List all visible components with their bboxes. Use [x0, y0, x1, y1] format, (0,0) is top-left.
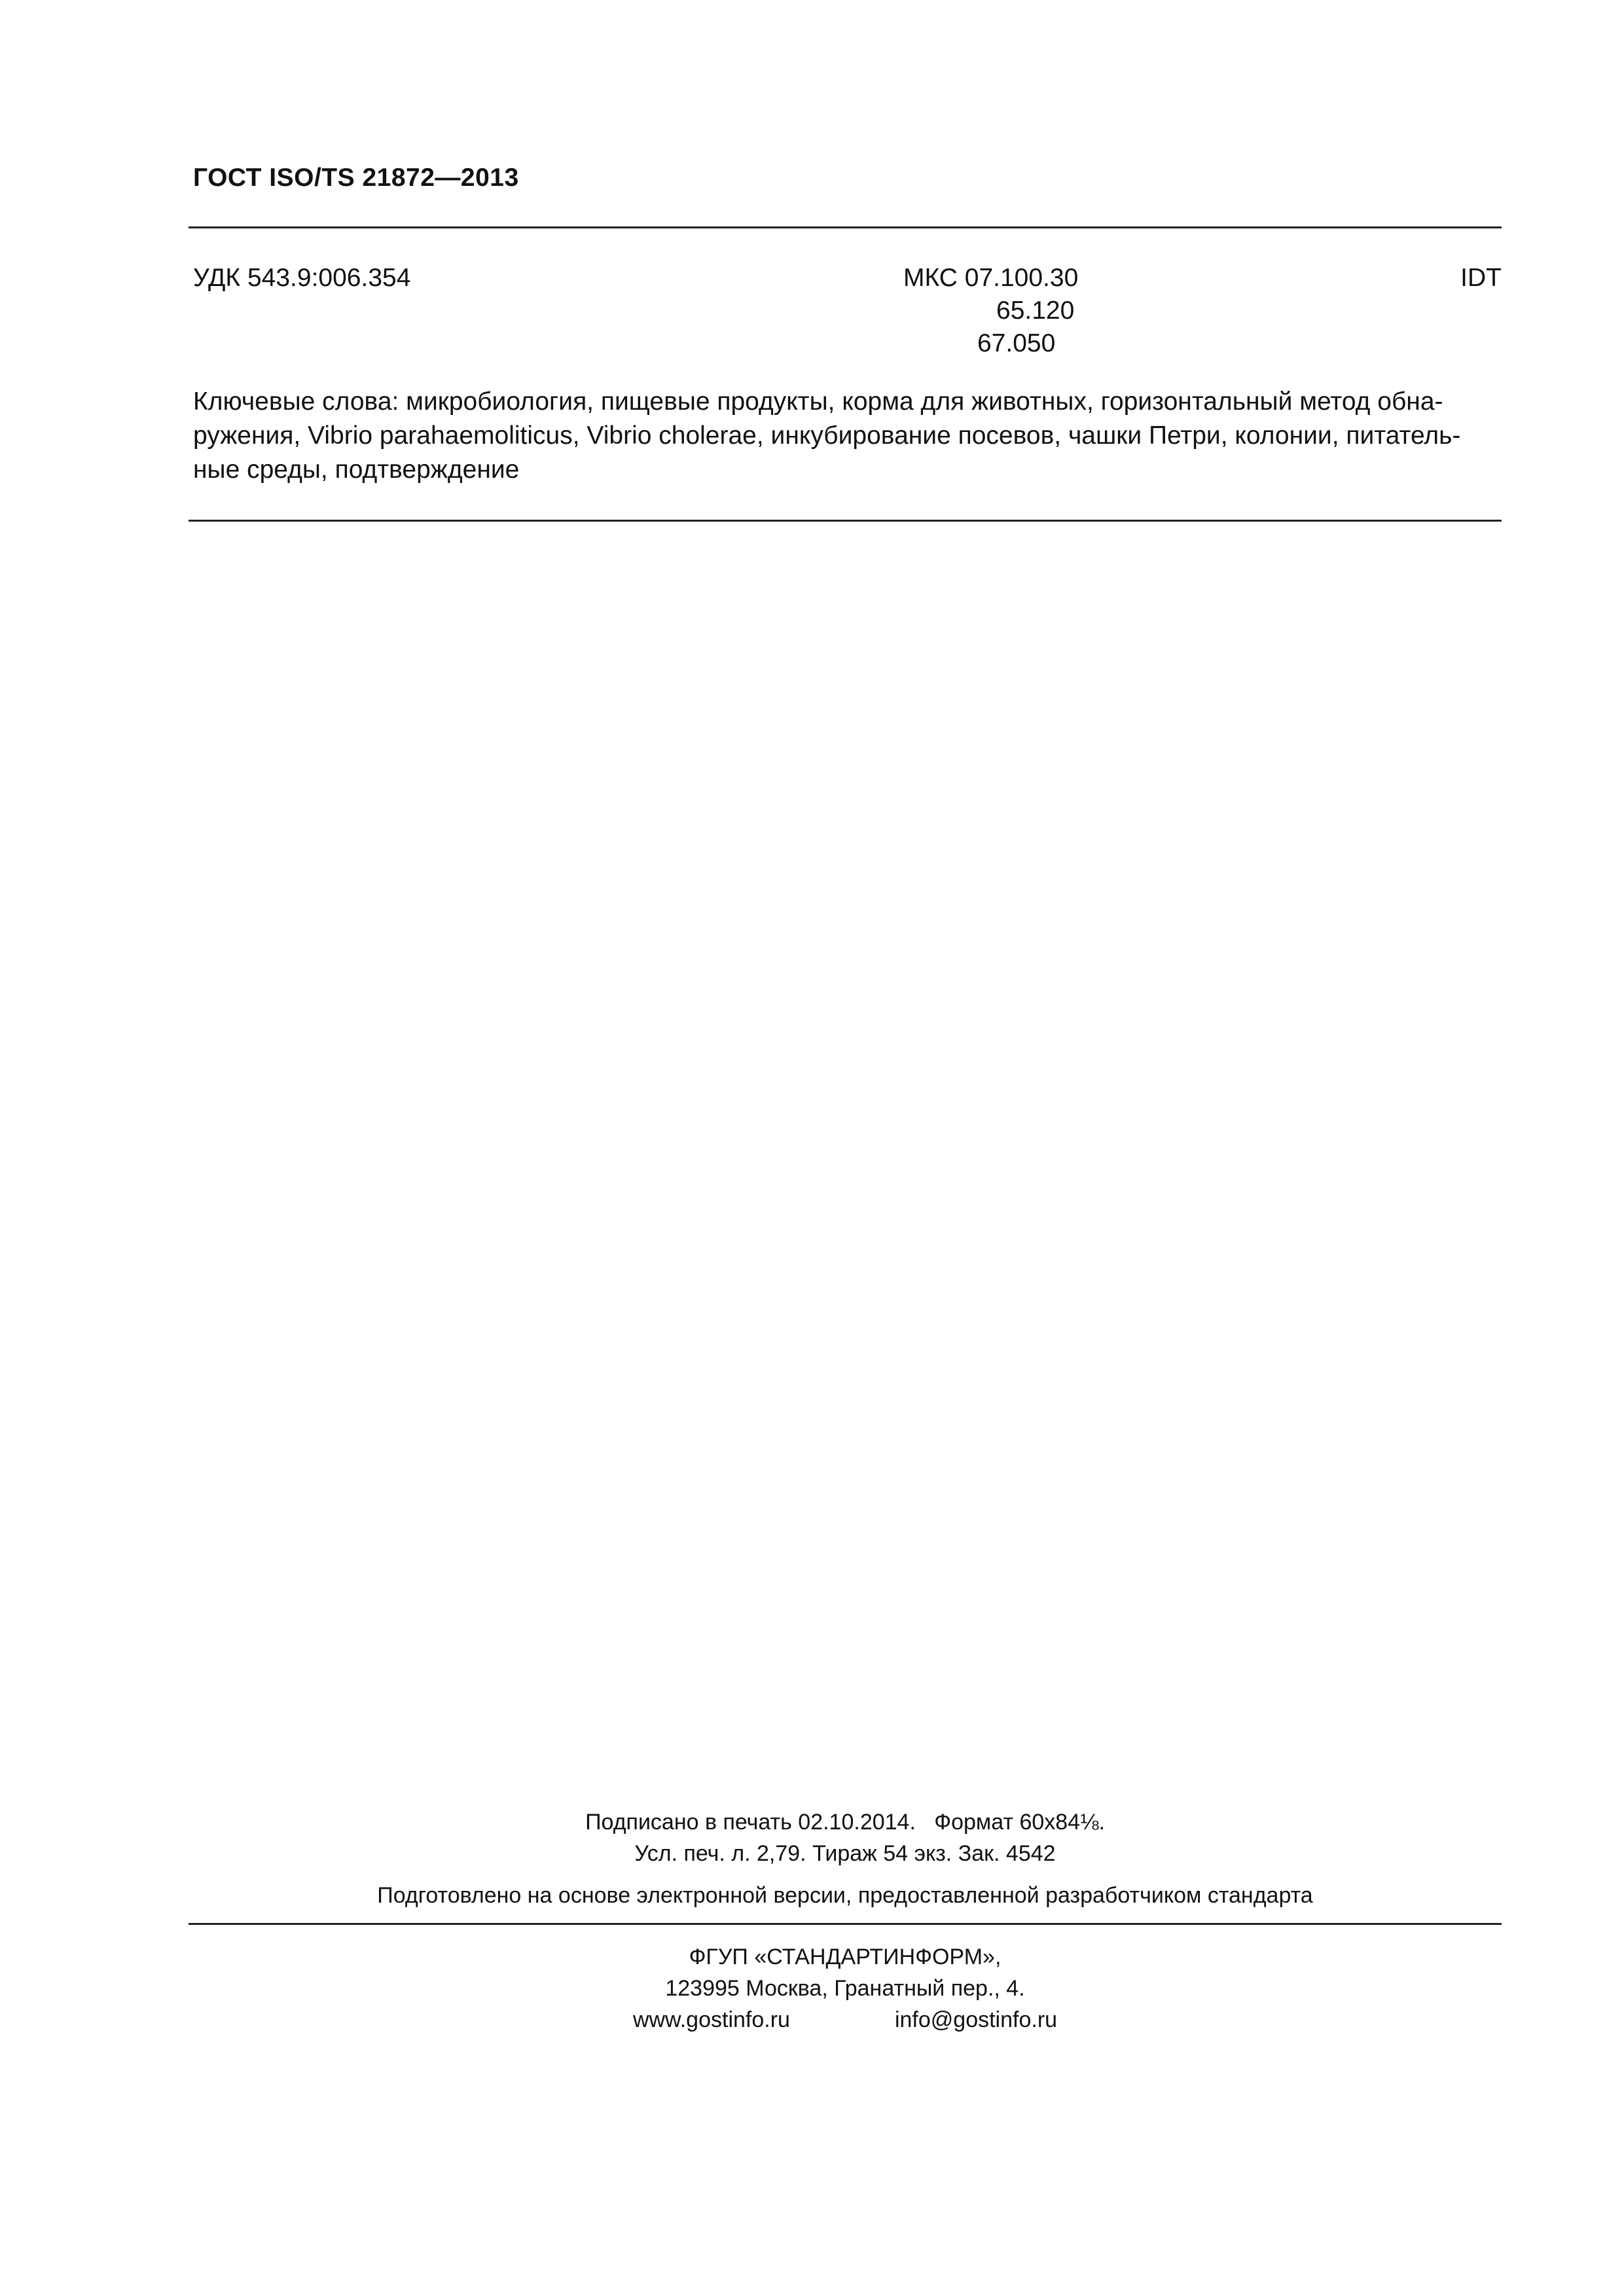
keywords-line: ружения, Vibrio parahaemoliticus, Vibrio cholerae, инкубирование посевов, чашки Петри, колонии, питатель-: [193, 422, 1461, 450]
print-info-line: Усл. печ. л. 2,79. Тираж 54 экз. Зак. 4542: [634, 1841, 1056, 1866]
publisher-info: [189, 1941, 1502, 2036]
mks-code: 65.120: [996, 296, 1075, 325]
document-code: ГОСТ ISO/TS 21872—2013: [193, 164, 519, 192]
print-info-line: Подписано в печать 02.10.2014. Формат 60x84⅛.: [585, 1810, 1105, 1835]
keywords-line: ные среды, подтверждение: [193, 456, 520, 484]
keywords-line: Ключевые слова: микробиология, пищевые продукты, корма для животных, горизонтальный метод обна-: [193, 387, 1443, 416]
prepared-note: Подготовлено на основе электронной версии, предоставленной разработчиком стандарта: [377, 1883, 1313, 1908]
publisher-address: 123995 Москва, Гранатный пер., 4.: [665, 1976, 1025, 2001]
keywords-paragraph: [193, 385, 1500, 487]
publisher-contacts: [189, 2004, 1502, 2036]
mks-code: МКС 07.100.30: [903, 264, 1079, 292]
email-link[interactable]: info@gostinfo.ru: [894, 2007, 1058, 2032]
website-link[interactable]: www.gostinfo.ru: [632, 2007, 790, 2032]
mks-code: 67.050: [977, 329, 1056, 357]
footer-divider: [189, 1923, 1502, 1925]
print-info: [189, 1806, 1502, 1869]
publisher-name: ФГУП «СТАНДАРТИНФОРМ»,: [689, 1945, 1001, 1969]
top-divider: [189, 226, 1502, 228]
idt-label: IDT: [1460, 264, 1502, 292]
mks-codes: [903, 262, 1165, 360]
udk-code: УДК 543.9:006.354: [193, 264, 411, 292]
keywords-divider: [189, 520, 1502, 522]
